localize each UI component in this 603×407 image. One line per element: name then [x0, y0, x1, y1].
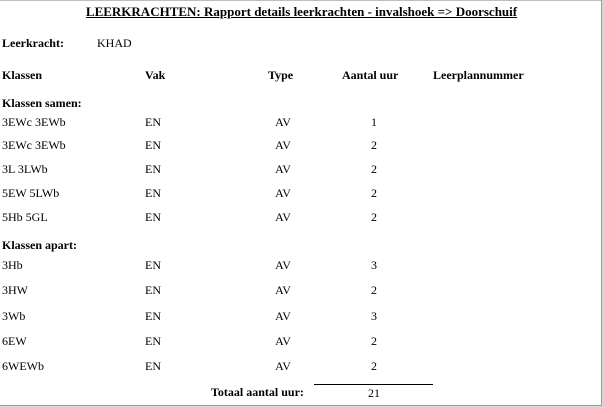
total-value: 21 — [368, 386, 380, 400]
row-vak: EN — [145, 258, 161, 272]
row-uur: 1 — [371, 115, 377, 129]
row-uur: 2 — [371, 138, 377, 152]
row-vak: EN — [145, 309, 161, 323]
row-vak: EN — [145, 115, 161, 129]
row-klassen: 6EW — [2, 334, 27, 348]
row-type: AV — [275, 283, 291, 297]
row-type: AV — [275, 186, 291, 200]
row-type: AV — [275, 115, 291, 129]
row-klassen: 5Hb 5GL — [2, 210, 48, 224]
row-uur: 3 — [371, 258, 377, 272]
header-aantal-uur: Aantal uur — [342, 68, 399, 82]
row-uur: 2 — [371, 359, 377, 373]
row-klassen: 3EWc 3EWb — [2, 115, 66, 129]
row-vak: EN — [145, 210, 161, 224]
row-klassen: 3EWc 3EWb — [2, 138, 66, 152]
report-title: LEERKRACHTEN: Rapport details leerkrachten - invalshoek => Doorschuif — [85, 4, 518, 19]
row-type: AV — [275, 309, 291, 323]
row-type: AV — [275, 138, 291, 152]
group-title-samen: Klassen samen: — [2, 96, 82, 110]
total-label: Totaal aantal uur: — [211, 385, 304, 399]
group-title-apart: Klassen apart: — [2, 238, 77, 252]
row-type: AV — [275, 258, 291, 272]
row-klassen: 6WEWb — [2, 359, 44, 373]
header-klassen: Klassen — [2, 68, 43, 82]
row-uur: 3 — [371, 309, 377, 323]
row-klassen: 3HW — [2, 283, 28, 297]
row-uur: 2 — [371, 334, 377, 348]
row-vak: EN — [145, 359, 161, 373]
page-top-edge — [0, 0, 601, 1]
row-uur: 2 — [371, 186, 377, 200]
total-rule — [314, 384, 433, 385]
header-leerplannummer: Leerplannummer — [433, 68, 524, 82]
row-uur: 2 — [371, 210, 377, 224]
row-vak: EN — [145, 162, 161, 176]
teacher-value: KHAD — [97, 36, 132, 50]
row-vak: EN — [145, 334, 161, 348]
row-klassen: 3L 3LWb — [2, 162, 48, 176]
row-klassen: 5EW 5LWb — [2, 186, 60, 200]
header-vak: Vak — [145, 68, 166, 82]
row-klassen: 3Hb — [2, 258, 23, 272]
row-vak: EN — [145, 283, 161, 297]
row-uur: 2 — [371, 283, 377, 297]
row-type: AV — [275, 334, 291, 348]
row-vak: EN — [145, 138, 161, 152]
row-type: AV — [275, 359, 291, 373]
teacher-label: Leerkracht: — [2, 36, 64, 50]
row-vak: EN — [145, 186, 161, 200]
row-klassen: 3Wb — [2, 309, 26, 323]
header-type: Type — [268, 68, 294, 82]
row-type: AV — [275, 210, 291, 224]
row-uur: 2 — [371, 162, 377, 176]
row-type: AV — [275, 162, 291, 176]
